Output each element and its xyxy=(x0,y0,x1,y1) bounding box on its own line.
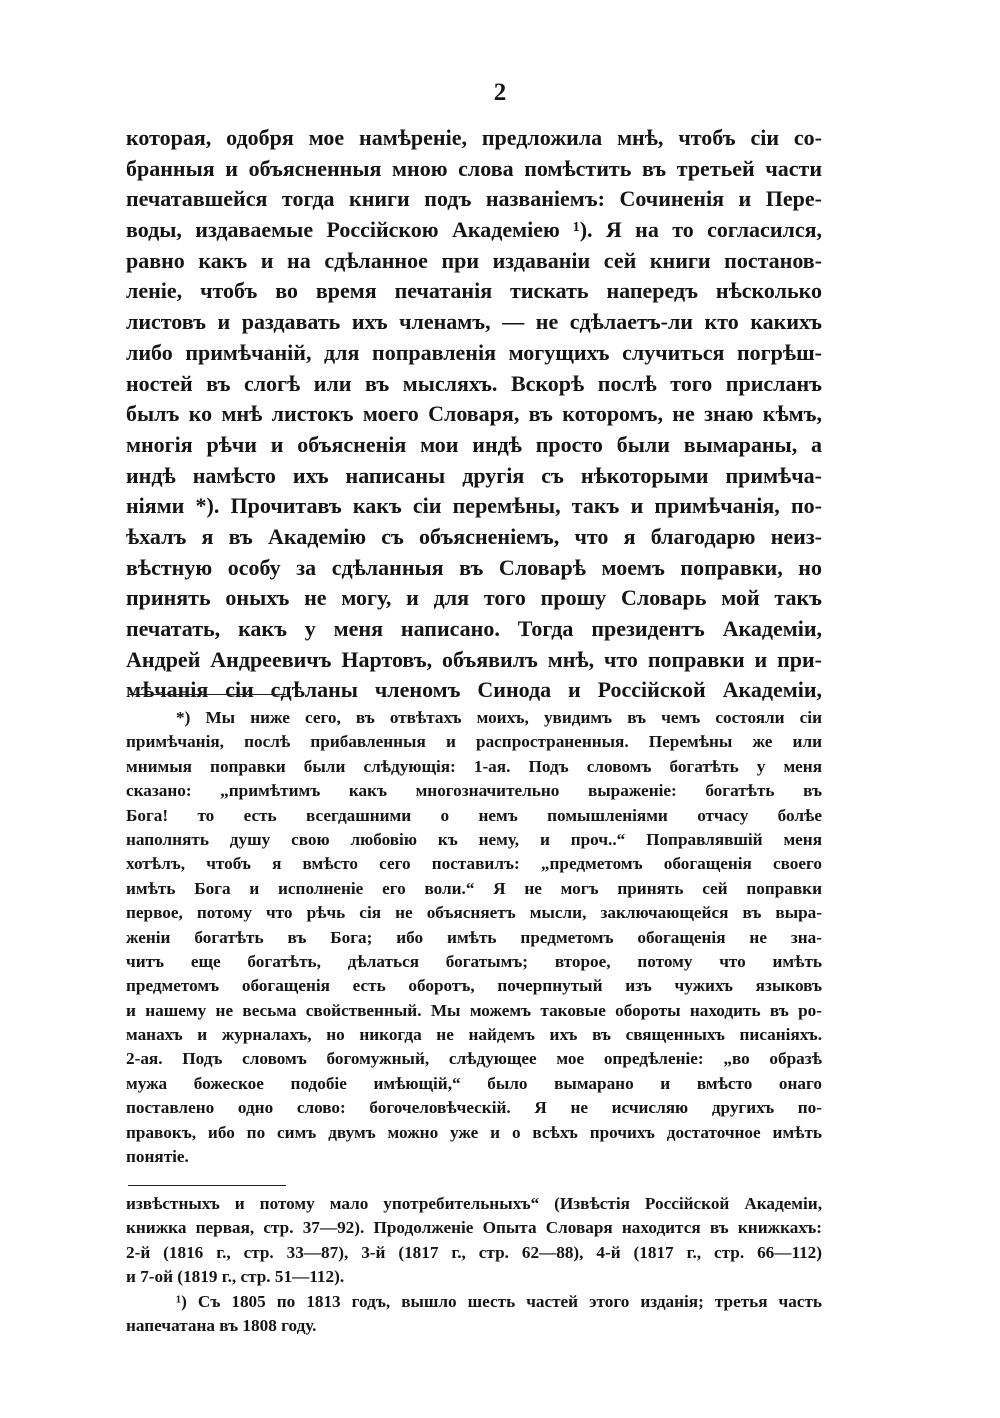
text-line: былъ ко мнѣ листокъ моего Словаря, въ которомъ, не знаю кѣмъ, xyxy=(126,401,822,427)
footnote-line: примѣчанія, послѣ прибавленныя и распространенныя. Перемѣны же или xyxy=(126,732,822,752)
main-text xyxy=(126,123,822,706)
page-number: 2 xyxy=(493,79,507,106)
footnote-line: книжка первая, стр. 37—92). Продолженіе Опыта Словаря находится въ книжкахъ: xyxy=(126,1218,822,1238)
footnote-continued xyxy=(126,1192,822,1338)
text-line: воды, издаваемые Россійскою Академіею ¹). Я на то согласился, xyxy=(126,217,822,243)
footnote-line: *) Мы ниже сего, въ отвѣтахъ моихъ, увидимъ въ чемъ состояли сіи xyxy=(176,708,822,727)
footnote-line: 2-й (1816 г., стр. 33—87), 3-й (1817 г., стр. 62—88), 4-й (1817 г., стр. 66—112) xyxy=(126,1242,822,1262)
footnote-line: 2-ая. Подъ словомъ богомужный, слѣдующее мое опредѣленіе: „во образѣ xyxy=(126,1049,822,1069)
text-line: листовъ и раздавать ихъ членамъ, — не сдѣлаетъ-ли кто какихъ xyxy=(126,309,822,335)
text-line: принять оныхъ не могу, и для того прошу Словарь мой такъ xyxy=(126,585,822,611)
footnote-separator xyxy=(128,1185,286,1186)
footnote-line: первое, потому что рѣчь сія не объясняетъ мысли, заключающейся въ выра- xyxy=(126,903,822,923)
footnote-line: Бога! то есть всегдашними о немъ помышленіями отчасу болѣе xyxy=(126,805,822,825)
footnote-line: манахъ и журналахъ, но никогда не найдемъ ихъ въ священныхъ писаніяхъ. xyxy=(126,1025,822,1045)
footnote-line: правокъ, ибо по симъ двумъ можно уже и о всѣхъ прочихъ достаточное имѣть xyxy=(126,1122,822,1142)
footnote-line: мнимыя поправки были слѣдующія: 1-ая. Подъ словомъ богатѣть у меня xyxy=(126,756,822,776)
text-line: ѣхалъ я въ Академію съ объясненіемъ, что я благодарю неиз- xyxy=(126,523,822,549)
footnote-line: наполнять душу свою любовію къ нему, и проч..“ Поправлявшій меня xyxy=(126,829,822,849)
text-line: ніями *). Прочитавъ какъ сіи перемѣны, такъ и примѣчанія, по- xyxy=(126,493,822,519)
footnote-star xyxy=(126,706,822,1169)
text-line: леніе, чтобъ во время печатанія тискать напередъ нѣсколько xyxy=(126,278,822,304)
footnote-line: хотѣлъ, чтобъ я вмѣсто сего поставилъ: „предметомъ обогащенія своего xyxy=(126,854,822,874)
footnote-line: и 7-ой (1819 г., стр. 51—112). xyxy=(126,1267,345,1287)
footnote-one-line: ¹) Съ 1805 по 1813 годъ, вышло шесть частей этого изданія; третья часть xyxy=(176,1291,822,1311)
text-line: печатать, какъ у меня написано. Тогда президентъ Академіи, xyxy=(126,616,822,641)
text-line: Андрей Андреевичъ Нартовъ, объявилъ мнѣ, что поправки и при- xyxy=(126,646,822,672)
footnote-separator xyxy=(128,694,286,695)
footnote-line: имѣть Бога и исполненіе его воли.“ Я не могъ принять сей поправки xyxy=(126,878,822,898)
text-line: вѣстную особу за сдѣланныя въ Словарѣ моемъ поправки, но xyxy=(126,554,822,580)
text-line: равно какъ и на сдѣланное при издаваніи сей книги постанов- xyxy=(126,247,822,273)
text-line: которая, одобря мое намѣреніе, предложила мнѣ, чтобъ сіи со- xyxy=(126,125,822,150)
text-line: либо примѣчаній, для поправленія могущихъ случиться погрѣш- xyxy=(126,339,822,365)
text-line: многія рѣчи и объясненія мои индѣ просто были вымараны, а xyxy=(126,431,822,457)
text-line: печатавшейся тогда книги подъ названіемъ: Сочиненія и Пере- xyxy=(126,186,822,212)
text-line: бранныя и объясненныя мною слова помѣстить въ третьей части xyxy=(126,155,822,181)
footnote-line: мужа божеское подобіе имѣющій,“ было вымарано и вмѣсто онаго xyxy=(126,1073,822,1093)
footnote-line: женіи богатѣть въ Бога; ибо имѣть предметомъ обогащенія не зна- xyxy=(126,927,822,947)
footnote-line: понятіе. xyxy=(126,1147,189,1167)
footnote-one-line: напечатана въ 1808 году. xyxy=(126,1315,317,1335)
footnote-line: предметомъ обогащенія есть оборотъ, почерпнутый изъ чужихъ языковъ xyxy=(126,976,822,996)
text-line: индѣ намѣсто ихъ написаны другія съ нѣкоторыми примѣча- xyxy=(126,462,822,488)
footnote-line: и нашему не весьма свойственный. Мы можемъ таковые обороты находить въ ро- xyxy=(126,1000,822,1020)
footnote-line: сказано: „примѣтимъ какъ многозначительно выраженіе: богатѣть въ xyxy=(126,781,822,801)
footnote-line: читъ еще богатѣть, дѣлаться богатымъ; второе, потому что имѣть xyxy=(126,951,822,971)
footnote-line: поставлено одно слово: богочеловѣческій. Я не исчисляю другихъ по- xyxy=(126,1098,822,1118)
footnote-line: извѣстныхъ и потому мало употребительныхъ“ (Извѣстія Россійской Академіи, xyxy=(126,1194,822,1213)
text-line: мѣчанія сіи сдѣланы членомъ Синода и Россійской Академіи, xyxy=(126,677,822,703)
text-line: ностей въ слогѣ или въ мысляхъ. Вскорѣ послѣ того присланъ xyxy=(126,370,822,396)
